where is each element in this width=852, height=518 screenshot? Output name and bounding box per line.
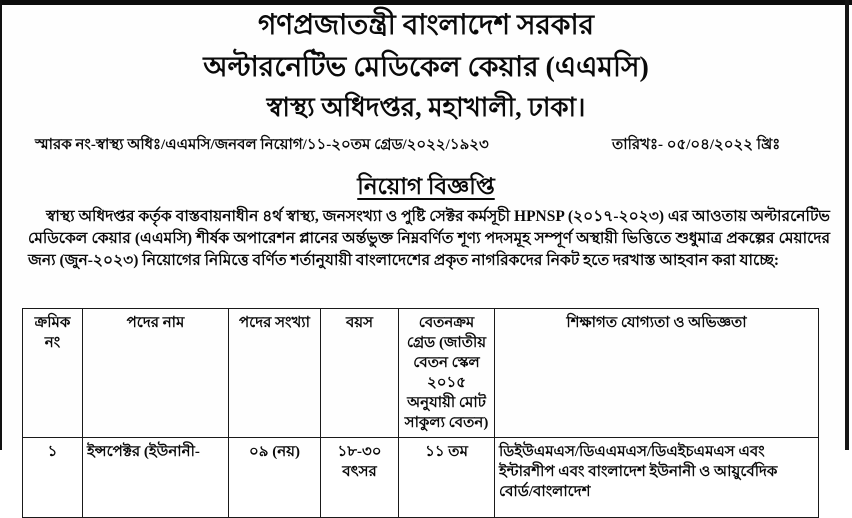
intro-paragraph: স্বাস্থ্য অধিদপ্তর কর্তৃক বাস্তবায়নাধীন ৪র্থ স্বাস্থ্য, জনসংখ্যা ও পুষ্টি সেক্টর কর্মসূচী HPNSP (২০১৭-২০২৩) এর আওতায় অল্টারনেটিভ মেডিকেল কেয়ার (এএমসি) শীর্ষক অপারেশন প্লানের অর্ন্তভুক্ত নিম্নবর্ণিত শূণ্য পদসমূহ সম্পূর্ণ অস্থায়ী ভিত্তিতে শুধুমাত্র প্রকল্পের মেয়াদের জন্য (জুন-২০২৩) নিয়োগের নিমিত্তে বর্ণিত শর্তানুযায়ী বাংলাদেশের প্রকৃত নাগরিকদের নিকট হতে দরখাস্ত আহবান করা যাচ্ছে: — [28, 208, 830, 269]
memo-reference-number: স্মারক নং-স্বাস্থ্য অধিঃ/এএমসি/জনবল নিয়োগ/১১-২০তম গ্রেড/২০২২/১৯২৩ — [35, 137, 489, 153]
scan-edge-top — [0, 0, 852, 5]
column-header-serial: ক্রমিক নং — [23, 309, 83, 438]
column-header-age: বয়স — [321, 309, 399, 438]
cell-serial: ১ — [23, 438, 83, 518]
column-header-post-count: পদের সংখ্যা — [229, 309, 321, 438]
organization-name: অল্টারনেটিভ মেডিকেল কেয়ার (এএমসি) — [203, 52, 649, 84]
cell-post-count: ০৯ (নয়) — [229, 438, 321, 518]
table-row — [23, 438, 819, 518]
cell-post-name: ইন্সপেক্টর (ইউনানী- — [83, 438, 229, 518]
government-name: গণপ্রজাতন্ত্রী বাংলাদেশ সরকার — [257, 10, 595, 41]
column-header-qualification: শিক্ষাগত যোগ্যতা ও অভিজ্ঞতা — [495, 309, 819, 438]
notice-title: নিয়োগ বিজ্ঞপ্তি — [357, 174, 495, 199]
column-header-post-name: পদের নাম — [83, 309, 229, 438]
document-header — [0, 8, 852, 125]
cell-pay-grade: ১১ তম — [399, 438, 495, 518]
office-address: স্বাস্থ্য অধিদপ্তর, মহাখালী, ঢাকা। — [266, 92, 586, 122]
column-header-pay-grade: বেতনক্রম গ্রেড (জাতীয় বেতন স্কেল ২০১৫ অনুযায়ী মোট সাকুল্য বেতন) — [399, 309, 495, 438]
memo-date: তারিখঃ- ০৫/০৪/২০২২ খ্রিঃ — [612, 137, 781, 153]
cell-age: ১৮-৩০ বৎসর — [321, 438, 399, 518]
table-header-row — [23, 309, 819, 438]
recruitment-table — [22, 308, 819, 518]
cell-qualification: ডিইউএমএস/ডিএএমএস/ডিএইচএমএস এবং ইন্টারশীপ এবং বাংলাদেশ ইউনানী ও আয়ুর্বেদিক বোর্ড/বাংলাদেশ — [495, 438, 819, 518]
